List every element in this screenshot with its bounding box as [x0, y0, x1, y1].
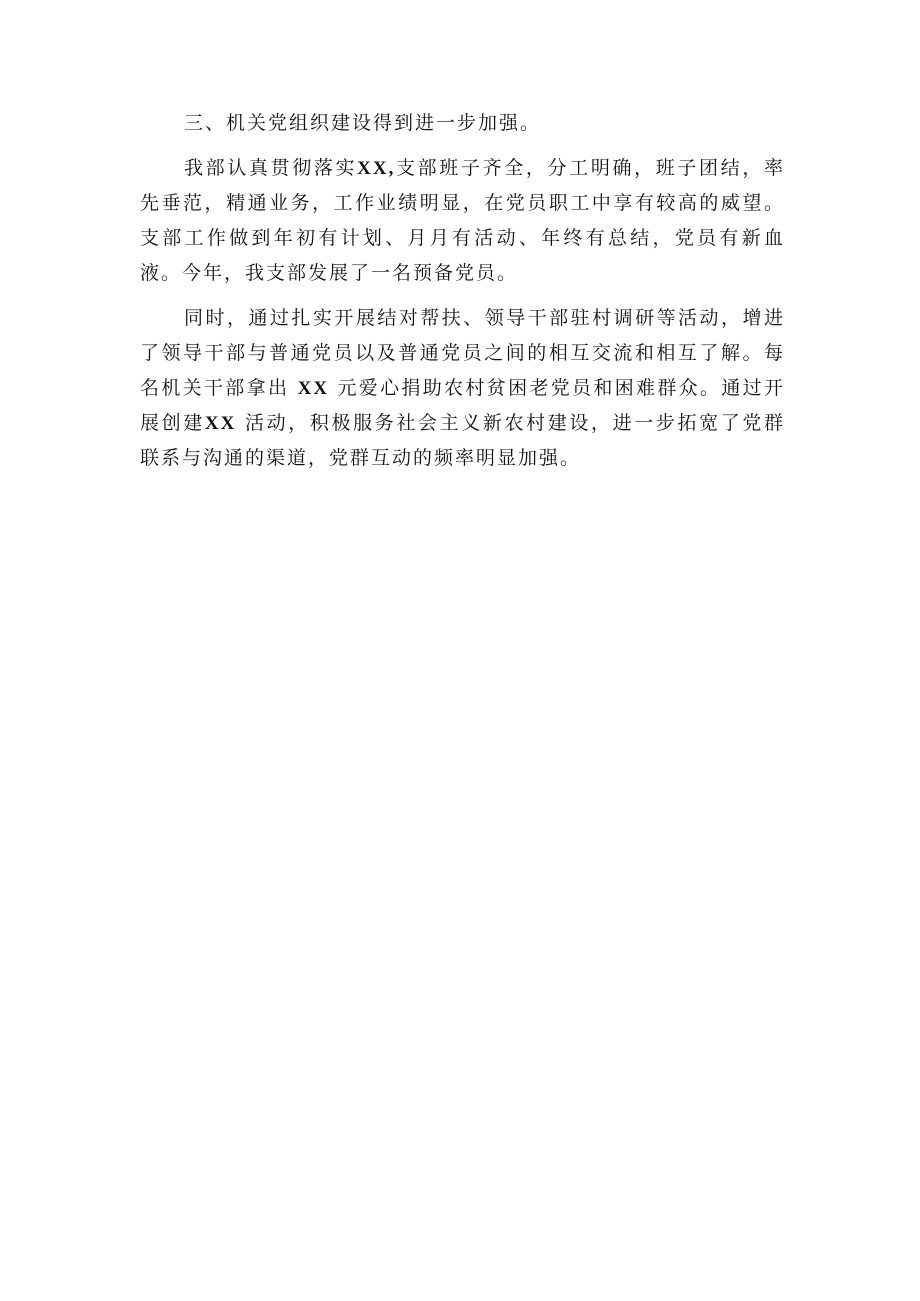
document-body: [140, 106, 785, 486]
paragraph-2-text-a: 同时，通过扎实开展结对帮扶、领导干部驻村调研等活动，增进了领导干部与普通党员以及普通党员之间的相互交流和相互了解。每名机关干部拿出: [140, 307, 785, 399]
paragraph-exchange-activities: [140, 301, 785, 476]
paragraph-2-text-b: 元爱心捐助农村贫困老党员和困难群众。通过开展创建: [140, 377, 785, 434]
paragraph-1-text-b: 支部班子齐全，分工明确，班子团结，率先垂范，精通业务，工作业绩明显，在党员职工中享有较高的威望。支部工作做到年初有计划、月月有活动、年终有总结，党员有新血液。今年，我支部发展了一名预备党员。: [140, 157, 785, 284]
paragraph-2-placeholder-xx-amount: XX: [297, 378, 330, 399]
paragraph-1-placeholder-xx: XX,: [357, 158, 396, 179]
paragraph-2-placeholder-xx-activity: XX: [204, 413, 237, 434]
paragraph-party-branch: [140, 151, 785, 291]
paragraph-2-text-c: 活动，积极服务社会主义新农村建设，进一步拓宽了党群联系与沟通的渠道，党群互动的频率明显加强。: [140, 412, 785, 469]
paragraph-1-text-a: 我部认真贯彻落实: [184, 157, 358, 179]
section-heading: 三、机关党组织建设得到进一步加强。: [184, 112, 542, 134]
